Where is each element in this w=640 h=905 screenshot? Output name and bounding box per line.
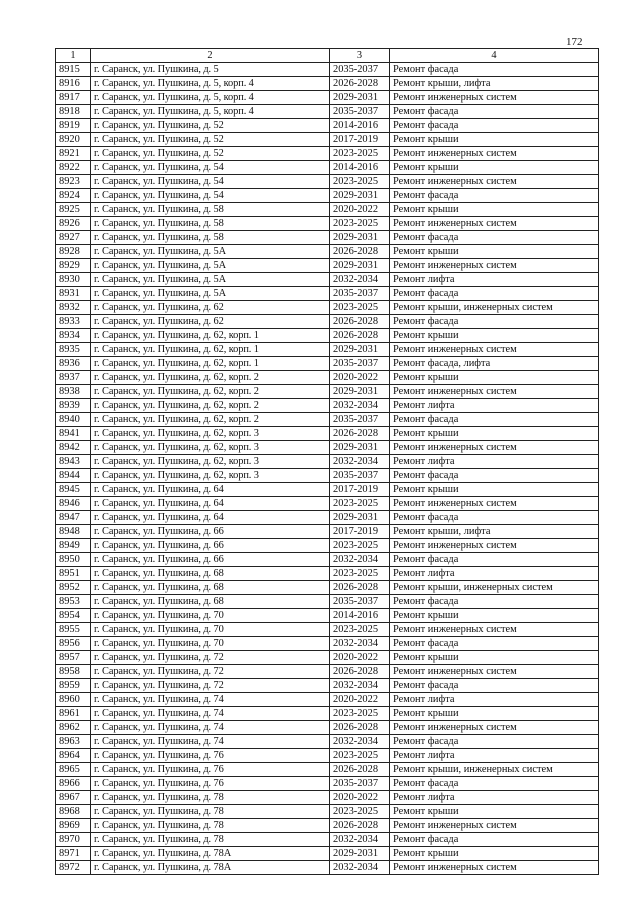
address-cell: г. Саранск, ул. Пушкина, д. 66 bbox=[91, 525, 330, 539]
work-type-cell: Ремонт фасада bbox=[390, 413, 599, 427]
row-number: 8952 bbox=[56, 581, 91, 595]
period-cell: 2035-2037 bbox=[330, 287, 390, 301]
work-type-cell: Ремонт инженерных систем bbox=[390, 91, 599, 105]
address-cell: г. Саранск, ул. Пушкина, д. 52 bbox=[91, 147, 330, 161]
table-row bbox=[56, 147, 599, 161]
work-type-cell: Ремонт фасада bbox=[390, 637, 599, 651]
work-type-cell: Ремонт крыши bbox=[390, 161, 599, 175]
table-row bbox=[56, 693, 599, 707]
address-cell: г. Саранск, ул. Пушкина, д. 72 bbox=[91, 679, 330, 693]
period-cell: 2035-2037 bbox=[330, 413, 390, 427]
period-cell: 2017-2019 bbox=[330, 133, 390, 147]
row-number: 8937 bbox=[56, 371, 91, 385]
table-row bbox=[56, 91, 599, 105]
work-type-cell: Ремонт инженерных систем bbox=[390, 217, 599, 231]
work-type-cell: Ремонт крыши, лифта bbox=[390, 77, 599, 91]
row-number: 8921 bbox=[56, 147, 91, 161]
work-type-cell: Ремонт крыши bbox=[390, 707, 599, 721]
period-cell: 2026-2028 bbox=[330, 721, 390, 735]
address-cell: г. Саранск, ул. Пушкина, д. 62, корп. 3 bbox=[91, 455, 330, 469]
work-type-cell: Ремонт фасада bbox=[390, 469, 599, 483]
work-type-cell: Ремонт крыши bbox=[390, 847, 599, 861]
work-type-cell: Ремонт инженерных систем bbox=[390, 861, 599, 875]
table-row bbox=[56, 861, 599, 875]
row-number: 8963 bbox=[56, 735, 91, 749]
address-cell: г. Саранск, ул. Пушкина, д. 74 bbox=[91, 693, 330, 707]
address-cell: г. Саранск, ул. Пушкина, д. 64 bbox=[91, 497, 330, 511]
address-cell: г. Саранск, ул. Пушкина, д. 5А bbox=[91, 245, 330, 259]
address-cell: г. Саранск, ул. Пушкина, д. 74 bbox=[91, 721, 330, 735]
row-number: 8961 bbox=[56, 707, 91, 721]
row-number: 8950 bbox=[56, 553, 91, 567]
table-row bbox=[56, 105, 599, 119]
work-type-cell: Ремонт крыши bbox=[390, 651, 599, 665]
period-cell: 2032-2034 bbox=[330, 553, 390, 567]
table-row bbox=[56, 301, 599, 315]
period-cell: 2026-2028 bbox=[330, 819, 390, 833]
address-cell: г. Саранск, ул. Пушкина, д. 62, корп. 1 bbox=[91, 329, 330, 343]
period-cell: 2035-2037 bbox=[330, 63, 390, 77]
row-number: 8947 bbox=[56, 511, 91, 525]
period-cell: 2035-2037 bbox=[330, 469, 390, 483]
period-cell: 2023-2025 bbox=[330, 497, 390, 511]
address-cell: г. Саранск, ул. Пушкина, д. 62, корп. 2 bbox=[91, 413, 330, 427]
table-row bbox=[56, 63, 599, 77]
row-number: 8945 bbox=[56, 483, 91, 497]
address-cell: г. Саранск, ул. Пушкина, д. 62 bbox=[91, 315, 330, 329]
period-cell: 2029-2031 bbox=[330, 91, 390, 105]
work-type-cell: Ремонт лифта bbox=[390, 693, 599, 707]
address-cell: г. Саранск, ул. Пушкина, д. 58 bbox=[91, 217, 330, 231]
work-type-cell: Ремонт инженерных систем bbox=[390, 343, 599, 357]
period-cell: 2020-2022 bbox=[330, 203, 390, 217]
work-type-cell: Ремонт фасада bbox=[390, 833, 599, 847]
row-number: 8933 bbox=[56, 315, 91, 329]
address-cell: г. Саранск, ул. Пушкина, д. 5, корп. 4 bbox=[91, 91, 330, 105]
period-cell: 2029-2031 bbox=[330, 343, 390, 357]
row-number: 8936 bbox=[56, 357, 91, 371]
period-cell: 2026-2028 bbox=[330, 77, 390, 91]
work-type-cell: Ремонт крыши, лифта bbox=[390, 525, 599, 539]
repair-schedule-table bbox=[55, 48, 599, 875]
period-cell: 2026-2028 bbox=[330, 763, 390, 777]
row-number: 8938 bbox=[56, 385, 91, 399]
table-row bbox=[56, 609, 599, 623]
work-type-cell: Ремонт фасада bbox=[390, 679, 599, 693]
row-number: 8926 bbox=[56, 217, 91, 231]
row-number: 8920 bbox=[56, 133, 91, 147]
table-row bbox=[56, 315, 599, 329]
address-cell: г. Саранск, ул. Пушкина, д. 72 bbox=[91, 651, 330, 665]
row-number: 8953 bbox=[56, 595, 91, 609]
address-cell: г. Саранск, ул. Пушкина, д. 5А bbox=[91, 273, 330, 287]
address-cell: г. Саранск, ул. Пушкина, д. 62, корп. 3 bbox=[91, 469, 330, 483]
period-cell: 2032-2034 bbox=[330, 399, 390, 413]
address-cell: г. Саранск, ул. Пушкина, д. 58 bbox=[91, 231, 330, 245]
work-type-cell: Ремонт крыши bbox=[390, 371, 599, 385]
row-number: 8941 bbox=[56, 427, 91, 441]
address-cell: г. Саранск, ул. Пушкина, д. 54 bbox=[91, 175, 330, 189]
address-cell: г. Саранск, ул. Пушкина, д. 62, корп. 2 bbox=[91, 399, 330, 413]
row-number: 8918 bbox=[56, 105, 91, 119]
row-number: 8929 bbox=[56, 259, 91, 273]
period-cell: 2026-2028 bbox=[330, 581, 390, 595]
period-cell: 2020-2022 bbox=[330, 791, 390, 805]
period-cell: 2026-2028 bbox=[330, 665, 390, 679]
work-type-cell: Ремонт фасада, лифта bbox=[390, 357, 599, 371]
table-row bbox=[56, 665, 599, 679]
address-cell: г. Саранск, ул. Пушкина, д. 68 bbox=[91, 595, 330, 609]
table-row bbox=[56, 497, 599, 511]
address-cell: г. Саранск, ул. Пушкина, д. 64 bbox=[91, 511, 330, 525]
row-number: 8940 bbox=[56, 413, 91, 427]
address-cell: г. Саранск, ул. Пушкина, д. 52 bbox=[91, 133, 330, 147]
table-row bbox=[56, 707, 599, 721]
row-number: 8951 bbox=[56, 567, 91, 581]
row-number: 8971 bbox=[56, 847, 91, 861]
row-number: 8972 bbox=[56, 861, 91, 875]
table-row bbox=[56, 595, 599, 609]
period-cell: 2029-2031 bbox=[330, 441, 390, 455]
period-cell: 2023-2025 bbox=[330, 217, 390, 231]
address-cell: г. Саранск, ул. Пушкина, д. 70 bbox=[91, 609, 330, 623]
work-type-cell: Ремонт крыши bbox=[390, 483, 599, 497]
row-number: 8946 bbox=[56, 497, 91, 511]
row-number: 8967 bbox=[56, 791, 91, 805]
address-cell: г. Саранск, ул. Пушкина, д. 62 bbox=[91, 301, 330, 315]
period-cell: 2032-2034 bbox=[330, 637, 390, 651]
period-cell: 2029-2031 bbox=[330, 385, 390, 399]
row-number: 8958 bbox=[56, 665, 91, 679]
table-row bbox=[56, 791, 599, 805]
table-row bbox=[56, 329, 599, 343]
row-number: 8923 bbox=[56, 175, 91, 189]
period-cell: 2035-2037 bbox=[330, 595, 390, 609]
row-number: 8917 bbox=[56, 91, 91, 105]
table-row bbox=[56, 721, 599, 735]
period-cell: 2017-2019 bbox=[330, 483, 390, 497]
table-row bbox=[56, 483, 599, 497]
work-type-cell: Ремонт крыши, инженерных систем bbox=[390, 301, 599, 315]
address-cell: г. Саранск, ул. Пушкина, д. 52 bbox=[91, 119, 330, 133]
row-number: 8931 bbox=[56, 287, 91, 301]
work-type-cell: Ремонт инженерных систем bbox=[390, 539, 599, 553]
period-cell: 2035-2037 bbox=[330, 777, 390, 791]
table-row bbox=[56, 819, 599, 833]
work-type-cell: Ремонт крыши bbox=[390, 805, 599, 819]
address-cell: г. Саранск, ул. Пушкина, д. 68 bbox=[91, 567, 330, 581]
row-number: 8944 bbox=[56, 469, 91, 483]
work-type-cell: Ремонт крыши, инженерных систем bbox=[390, 581, 599, 595]
table-row bbox=[56, 203, 599, 217]
address-cell: г. Саранск, ул. Пушкина, д. 76 bbox=[91, 763, 330, 777]
period-cell: 2029-2031 bbox=[330, 511, 390, 525]
work-type-cell: Ремонт фасада bbox=[390, 595, 599, 609]
work-type-cell: Ремонт инженерных систем bbox=[390, 441, 599, 455]
work-type-cell: Ремонт лифта bbox=[390, 455, 599, 469]
table-row bbox=[56, 763, 599, 777]
period-cell: 2032-2034 bbox=[330, 455, 390, 469]
row-number: 8935 bbox=[56, 343, 91, 357]
work-type-cell: Ремонт инженерных систем bbox=[390, 819, 599, 833]
table-row bbox=[56, 525, 599, 539]
table-row bbox=[56, 833, 599, 847]
period-cell: 2014-2016 bbox=[330, 119, 390, 133]
row-number: 8969 bbox=[56, 819, 91, 833]
address-cell: г. Саранск, ул. Пушкина, д. 5, корп. 4 bbox=[91, 105, 330, 119]
table-row bbox=[56, 455, 599, 469]
table-row bbox=[56, 77, 599, 91]
row-number: 8948 bbox=[56, 525, 91, 539]
address-cell: г. Саранск, ул. Пушкина, д. 66 bbox=[91, 539, 330, 553]
table-row bbox=[56, 273, 599, 287]
address-cell: г. Саранск, ул. Пушкина, д. 62, корп. 2 bbox=[91, 371, 330, 385]
period-cell: 2029-2031 bbox=[330, 259, 390, 273]
table-row bbox=[56, 371, 599, 385]
row-number: 8915 bbox=[56, 63, 91, 77]
table-row bbox=[56, 385, 599, 399]
work-type-cell: Ремонт лифта bbox=[390, 749, 599, 763]
table-row bbox=[56, 175, 599, 189]
column-header-number: 1 bbox=[56, 49, 91, 63]
table-row bbox=[56, 805, 599, 819]
work-type-cell: Ремонт лифта bbox=[390, 273, 599, 287]
row-number: 8927 bbox=[56, 231, 91, 245]
address-cell: г. Саранск, ул. Пушкина, д. 54 bbox=[91, 161, 330, 175]
table-row bbox=[56, 441, 599, 455]
table-row bbox=[56, 259, 599, 273]
row-number: 8924 bbox=[56, 189, 91, 203]
period-cell: 2023-2025 bbox=[330, 147, 390, 161]
work-type-cell: Ремонт фасада bbox=[390, 315, 599, 329]
table-header-row bbox=[56, 49, 599, 63]
address-cell: г. Саранск, ул. Пушкина, д. 5 bbox=[91, 63, 330, 77]
address-cell: г. Саранск, ул. Пушкина, д. 78 bbox=[91, 819, 330, 833]
row-number: 8932 bbox=[56, 301, 91, 315]
table-row bbox=[56, 231, 599, 245]
table-row bbox=[56, 553, 599, 567]
table-row bbox=[56, 539, 599, 553]
table-row bbox=[56, 735, 599, 749]
row-number: 8962 bbox=[56, 721, 91, 735]
period-cell: 2020-2022 bbox=[330, 651, 390, 665]
column-header-work-type: 4 bbox=[390, 49, 599, 63]
address-cell: г. Саранск, ул. Пушкина, д. 5А bbox=[91, 259, 330, 273]
table-row bbox=[56, 245, 599, 259]
table-row bbox=[56, 287, 599, 301]
row-number: 8966 bbox=[56, 777, 91, 791]
row-number: 8943 bbox=[56, 455, 91, 469]
period-cell: 2026-2028 bbox=[330, 315, 390, 329]
period-cell: 2023-2025 bbox=[330, 749, 390, 763]
table-row bbox=[56, 623, 599, 637]
period-cell: 2026-2028 bbox=[330, 427, 390, 441]
period-cell: 2032-2034 bbox=[330, 273, 390, 287]
table-row bbox=[56, 847, 599, 861]
address-cell: г. Саранск, ул. Пушкина, д. 70 bbox=[91, 623, 330, 637]
period-cell: 2032-2034 bbox=[330, 679, 390, 693]
address-cell: г. Саранск, ул. Пушкина, д. 74 bbox=[91, 707, 330, 721]
period-cell: 2017-2019 bbox=[330, 525, 390, 539]
table-row bbox=[56, 679, 599, 693]
period-cell: 2023-2025 bbox=[330, 175, 390, 189]
row-number: 8956 bbox=[56, 637, 91, 651]
period-cell: 2023-2025 bbox=[330, 567, 390, 581]
address-cell: г. Саранск, ул. Пушкина, д. 54 bbox=[91, 189, 330, 203]
work-type-cell: Ремонт инженерных систем bbox=[390, 721, 599, 735]
period-cell: 2026-2028 bbox=[330, 245, 390, 259]
period-cell: 2020-2022 bbox=[330, 693, 390, 707]
work-type-cell: Ремонт инженерных систем bbox=[390, 385, 599, 399]
work-type-cell: Ремонт крыши, инженерных систем bbox=[390, 763, 599, 777]
address-cell: г. Саранск, ул. Пушкина, д. 66 bbox=[91, 553, 330, 567]
work-type-cell: Ремонт крыши bbox=[390, 203, 599, 217]
address-cell: г. Саранск, ул. Пушкина, д. 5А bbox=[91, 287, 330, 301]
work-type-cell: Ремонт фасада bbox=[390, 119, 599, 133]
address-cell: г. Саранск, ул. Пушкина, д. 5, корп. 4 bbox=[91, 77, 330, 91]
table-row bbox=[56, 413, 599, 427]
work-type-cell: Ремонт фасада bbox=[390, 553, 599, 567]
table-row bbox=[56, 749, 599, 763]
work-type-cell: Ремонт инженерных систем bbox=[390, 147, 599, 161]
row-number: 8928 bbox=[56, 245, 91, 259]
work-type-cell: Ремонт лифта bbox=[390, 399, 599, 413]
row-number: 8939 bbox=[56, 399, 91, 413]
table-row bbox=[56, 651, 599, 665]
period-cell: 2023-2025 bbox=[330, 707, 390, 721]
table-body bbox=[56, 63, 599, 875]
work-type-cell: Ремонт крыши bbox=[390, 427, 599, 441]
period-cell: 2029-2031 bbox=[330, 231, 390, 245]
address-cell: г. Саранск, ул. Пушкина, д. 78 bbox=[91, 805, 330, 819]
address-cell: г. Саранск, ул. Пушкина, д. 78 bbox=[91, 833, 330, 847]
table-row bbox=[56, 511, 599, 525]
work-type-cell: Ремонт крыши bbox=[390, 609, 599, 623]
table-row bbox=[56, 777, 599, 791]
row-number: 8925 bbox=[56, 203, 91, 217]
row-number: 8942 bbox=[56, 441, 91, 455]
page-number: 172 bbox=[566, 36, 583, 48]
period-cell: 2035-2037 bbox=[330, 105, 390, 119]
address-cell: г. Саранск, ул. Пушкина, д. 72 bbox=[91, 665, 330, 679]
row-number: 8922 bbox=[56, 161, 91, 175]
work-type-cell: Ремонт фасада bbox=[390, 189, 599, 203]
work-type-cell: Ремонт инженерных систем bbox=[390, 497, 599, 511]
address-cell: г. Саранск, ул. Пушкина, д. 78А bbox=[91, 861, 330, 875]
row-number: 8957 bbox=[56, 651, 91, 665]
row-number: 8916 bbox=[56, 77, 91, 91]
row-number: 8964 bbox=[56, 749, 91, 763]
period-cell: 2020-2022 bbox=[330, 371, 390, 385]
table-row bbox=[56, 469, 599, 483]
table-row bbox=[56, 133, 599, 147]
period-cell: 2014-2016 bbox=[330, 161, 390, 175]
table-row bbox=[56, 343, 599, 357]
address-cell: г. Саранск, ул. Пушкина, д. 62, корп. 1 bbox=[91, 343, 330, 357]
column-header-address: 2 bbox=[91, 49, 330, 63]
address-cell: г. Саранск, ул. Пушкина, д. 62, корп. 2 bbox=[91, 385, 330, 399]
address-cell: г. Саранск, ул. Пушкина, д. 76 bbox=[91, 749, 330, 763]
period-cell: 2023-2025 bbox=[330, 623, 390, 637]
address-cell: г. Саранск, ул. Пушкина, д. 62, корп. 1 bbox=[91, 357, 330, 371]
address-cell: г. Саранск, ул. Пушкина, д. 74 bbox=[91, 735, 330, 749]
work-type-cell: Ремонт лифта bbox=[390, 791, 599, 805]
work-type-cell: Ремонт фасада bbox=[390, 231, 599, 245]
address-cell: г. Саранск, ул. Пушкина, д. 78 bbox=[91, 791, 330, 805]
work-type-cell: Ремонт фасада bbox=[390, 735, 599, 749]
table-row bbox=[56, 427, 599, 441]
work-type-cell: Ремонт инженерных систем bbox=[390, 175, 599, 189]
row-number: 8965 bbox=[56, 763, 91, 777]
address-cell: г. Саранск, ул. Пушкина, д. 62, корп. 3 bbox=[91, 427, 330, 441]
table-row bbox=[56, 567, 599, 581]
address-cell: г. Саранск, ул. Пушкина, д. 58 bbox=[91, 203, 330, 217]
work-type-cell: Ремонт инженерных систем bbox=[390, 665, 599, 679]
period-cell: 2032-2034 bbox=[330, 861, 390, 875]
table-row bbox=[56, 357, 599, 371]
row-number: 8960 bbox=[56, 693, 91, 707]
period-cell: 2023-2025 bbox=[330, 539, 390, 553]
address-cell: г. Саранск, ул. Пушкина, д. 62, корп. 3 bbox=[91, 441, 330, 455]
table-row bbox=[56, 637, 599, 651]
work-type-cell: Ремонт крыши bbox=[390, 329, 599, 343]
period-cell: 2032-2034 bbox=[330, 833, 390, 847]
work-type-cell: Ремонт инженерных систем bbox=[390, 623, 599, 637]
period-cell: 2029-2031 bbox=[330, 847, 390, 861]
period-cell: 2014-2016 bbox=[330, 609, 390, 623]
work-type-cell: Ремонт лифта bbox=[390, 567, 599, 581]
table-row bbox=[56, 581, 599, 595]
table-row bbox=[56, 399, 599, 413]
row-number: 8968 bbox=[56, 805, 91, 819]
address-cell: г. Саранск, ул. Пушкина, д. 70 bbox=[91, 637, 330, 651]
table-row bbox=[56, 217, 599, 231]
table-row bbox=[56, 119, 599, 133]
row-number: 8959 bbox=[56, 679, 91, 693]
row-number: 8930 bbox=[56, 273, 91, 287]
work-type-cell: Ремонт инженерных систем bbox=[390, 259, 599, 273]
period-cell: 2023-2025 bbox=[330, 301, 390, 315]
period-cell: 2032-2034 bbox=[330, 735, 390, 749]
period-cell: 2023-2025 bbox=[330, 805, 390, 819]
row-number: 8954 bbox=[56, 609, 91, 623]
period-cell: 2035-2037 bbox=[330, 357, 390, 371]
row-number: 8970 bbox=[56, 833, 91, 847]
period-cell: 2029-2031 bbox=[330, 189, 390, 203]
address-cell: г. Саранск, ул. Пушкина, д. 78А bbox=[91, 847, 330, 861]
row-number: 8919 bbox=[56, 119, 91, 133]
table-row bbox=[56, 189, 599, 203]
period-cell: 2026-2028 bbox=[330, 329, 390, 343]
address-cell: г. Саранск, ул. Пушкина, д. 76 bbox=[91, 777, 330, 791]
work-type-cell: Ремонт фасада bbox=[390, 777, 599, 791]
work-type-cell: Ремонт фасада bbox=[390, 287, 599, 301]
work-type-cell: Ремонт фасада bbox=[390, 63, 599, 77]
row-number: 8949 bbox=[56, 539, 91, 553]
work-type-cell: Ремонт крыши bbox=[390, 133, 599, 147]
row-number: 8934 bbox=[56, 329, 91, 343]
work-type-cell: Ремонт фасада bbox=[390, 511, 599, 525]
table-row bbox=[56, 161, 599, 175]
column-header-period: 3 bbox=[330, 49, 390, 63]
row-number: 8955 bbox=[56, 623, 91, 637]
work-type-cell: Ремонт крыши bbox=[390, 245, 599, 259]
address-cell: г. Саранск, ул. Пушкина, д. 64 bbox=[91, 483, 330, 497]
work-type-cell: Ремонт фасада bbox=[390, 105, 599, 119]
address-cell: г. Саранск, ул. Пушкина, д. 68 bbox=[91, 581, 330, 595]
